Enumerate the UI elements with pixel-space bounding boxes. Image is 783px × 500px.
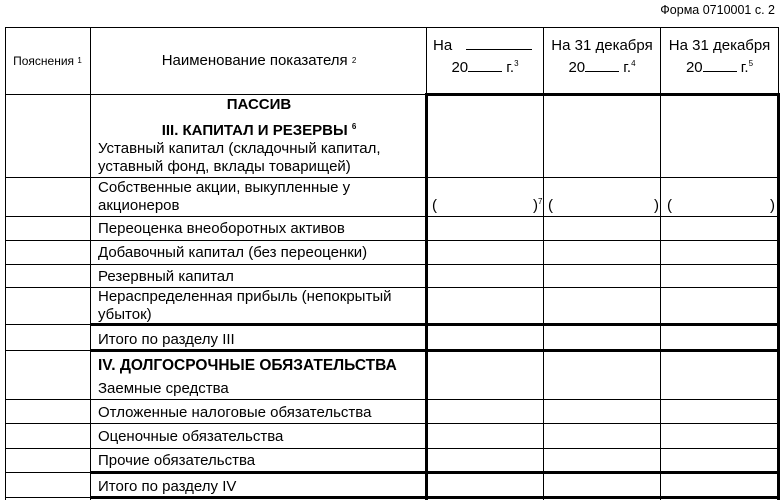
row-divider xyxy=(5,177,779,178)
year-prefix: 20 xyxy=(451,59,469,76)
col-divider xyxy=(777,93,780,500)
row-divider xyxy=(5,497,91,498)
col-label: На 31 декабря xyxy=(668,37,771,54)
col-divider xyxy=(5,27,6,500)
row-label-other-liabilities: Прочие обязательства xyxy=(98,452,256,469)
row-divider xyxy=(5,350,91,351)
col-label: На xyxy=(433,37,453,54)
row-divider xyxy=(91,349,779,352)
col-divider xyxy=(543,27,544,500)
row-label-retained-earnings xyxy=(98,288,391,324)
row-divider xyxy=(5,216,779,217)
row-label-line: убыток) xyxy=(98,306,152,323)
paren-close xyxy=(533,197,542,214)
row-divider xyxy=(91,471,779,474)
year-suffix: г. xyxy=(623,59,632,76)
col-divider xyxy=(778,27,779,94)
liabilities-title: ПАССИВ xyxy=(226,96,292,113)
row-label-borrowings: Заемные средства xyxy=(98,380,229,397)
section4-title: IV. ДОЛГОСРОЧНЫЕ ОБЯЗАТЕЛЬСТВА xyxy=(98,357,397,374)
row-label-line: уставный фонд, вклады товарищей) xyxy=(98,158,351,175)
header-name-label: Наименование показателя xyxy=(161,51,348,69)
row-label-line: акционеров xyxy=(98,197,180,214)
footnote-ref: 4 xyxy=(631,59,636,68)
footnote-ref: 5 xyxy=(748,59,754,68)
header-notes-label: Пояснения xyxy=(13,53,75,68)
col-divider xyxy=(660,27,661,500)
row-label-reserve-capital: Резервный капитал xyxy=(98,268,234,285)
year-prefix: 20 xyxy=(568,59,586,76)
year-suffix: г. xyxy=(740,59,749,76)
paren-open: ( xyxy=(667,197,672,214)
form-code: Форма 0710001 с. 2 xyxy=(660,3,775,17)
row-label-line: Уставный капитал (складочный капитал, xyxy=(98,140,381,157)
year-suffix: г. xyxy=(506,59,515,76)
row-label-revaluation: Переоценка внеоборотных активов xyxy=(98,220,345,237)
row-label-estimated-liabilities: Оценочные обязательства xyxy=(98,428,284,445)
row-divider xyxy=(5,264,779,265)
header-col-prev-year xyxy=(544,27,660,94)
footnote-ref: 7 xyxy=(538,197,543,206)
paren-open: ( xyxy=(432,197,437,214)
header-notes: Пояснения 1 xyxy=(13,53,82,68)
row-label-charter-capital xyxy=(98,140,381,176)
col-divider xyxy=(425,93,428,500)
row-divider xyxy=(5,399,779,400)
row-divider xyxy=(5,324,91,325)
footnote-ref: 3 xyxy=(514,59,519,68)
row-divider xyxy=(91,496,779,499)
row-label-total-section3: Итого по разделу III xyxy=(98,331,235,348)
row-label-line: Нераспределенная прибыль (непокрытый xyxy=(98,288,392,305)
header-indicator-name: Наименование показателя 2 xyxy=(161,51,357,69)
col-label: На 31 декабря xyxy=(551,37,653,54)
year-prefix: 20 xyxy=(685,59,703,76)
paren-close-text: ) xyxy=(533,197,538,214)
row-divider xyxy=(5,240,779,241)
date-blank[interactable] xyxy=(466,35,532,50)
section3-title-text: III. КАПИТАЛ И РЕЗЕРВЫ xyxy=(161,122,348,139)
row-divider xyxy=(5,94,426,95)
row-divider xyxy=(5,472,91,473)
row-divider xyxy=(5,423,779,424)
footnote-ref: 6 xyxy=(351,122,357,131)
header-col-reporting-date xyxy=(427,27,543,94)
paren-close: ) xyxy=(654,197,659,214)
row-label-line: Собственные акции, выкупленные у xyxy=(98,179,351,196)
row-label-deferred-tax: Отложенные налоговые обязательства xyxy=(98,404,372,421)
row-divider xyxy=(5,448,779,449)
section3-title xyxy=(91,122,427,140)
year-blank[interactable] xyxy=(703,57,737,72)
header-col-prev-prev-year xyxy=(661,27,778,94)
row-label-treasury-shares xyxy=(98,179,350,215)
year-blank[interactable] xyxy=(585,57,619,72)
paren-open: ( xyxy=(548,197,553,214)
year-blank[interactable] xyxy=(468,57,502,72)
row-label-total-section4: Итого по разделу IV xyxy=(98,478,237,495)
paren-close: ) xyxy=(770,197,775,214)
row-label-additional-capital: Добавочный капитал (без переоценки) xyxy=(98,244,368,261)
